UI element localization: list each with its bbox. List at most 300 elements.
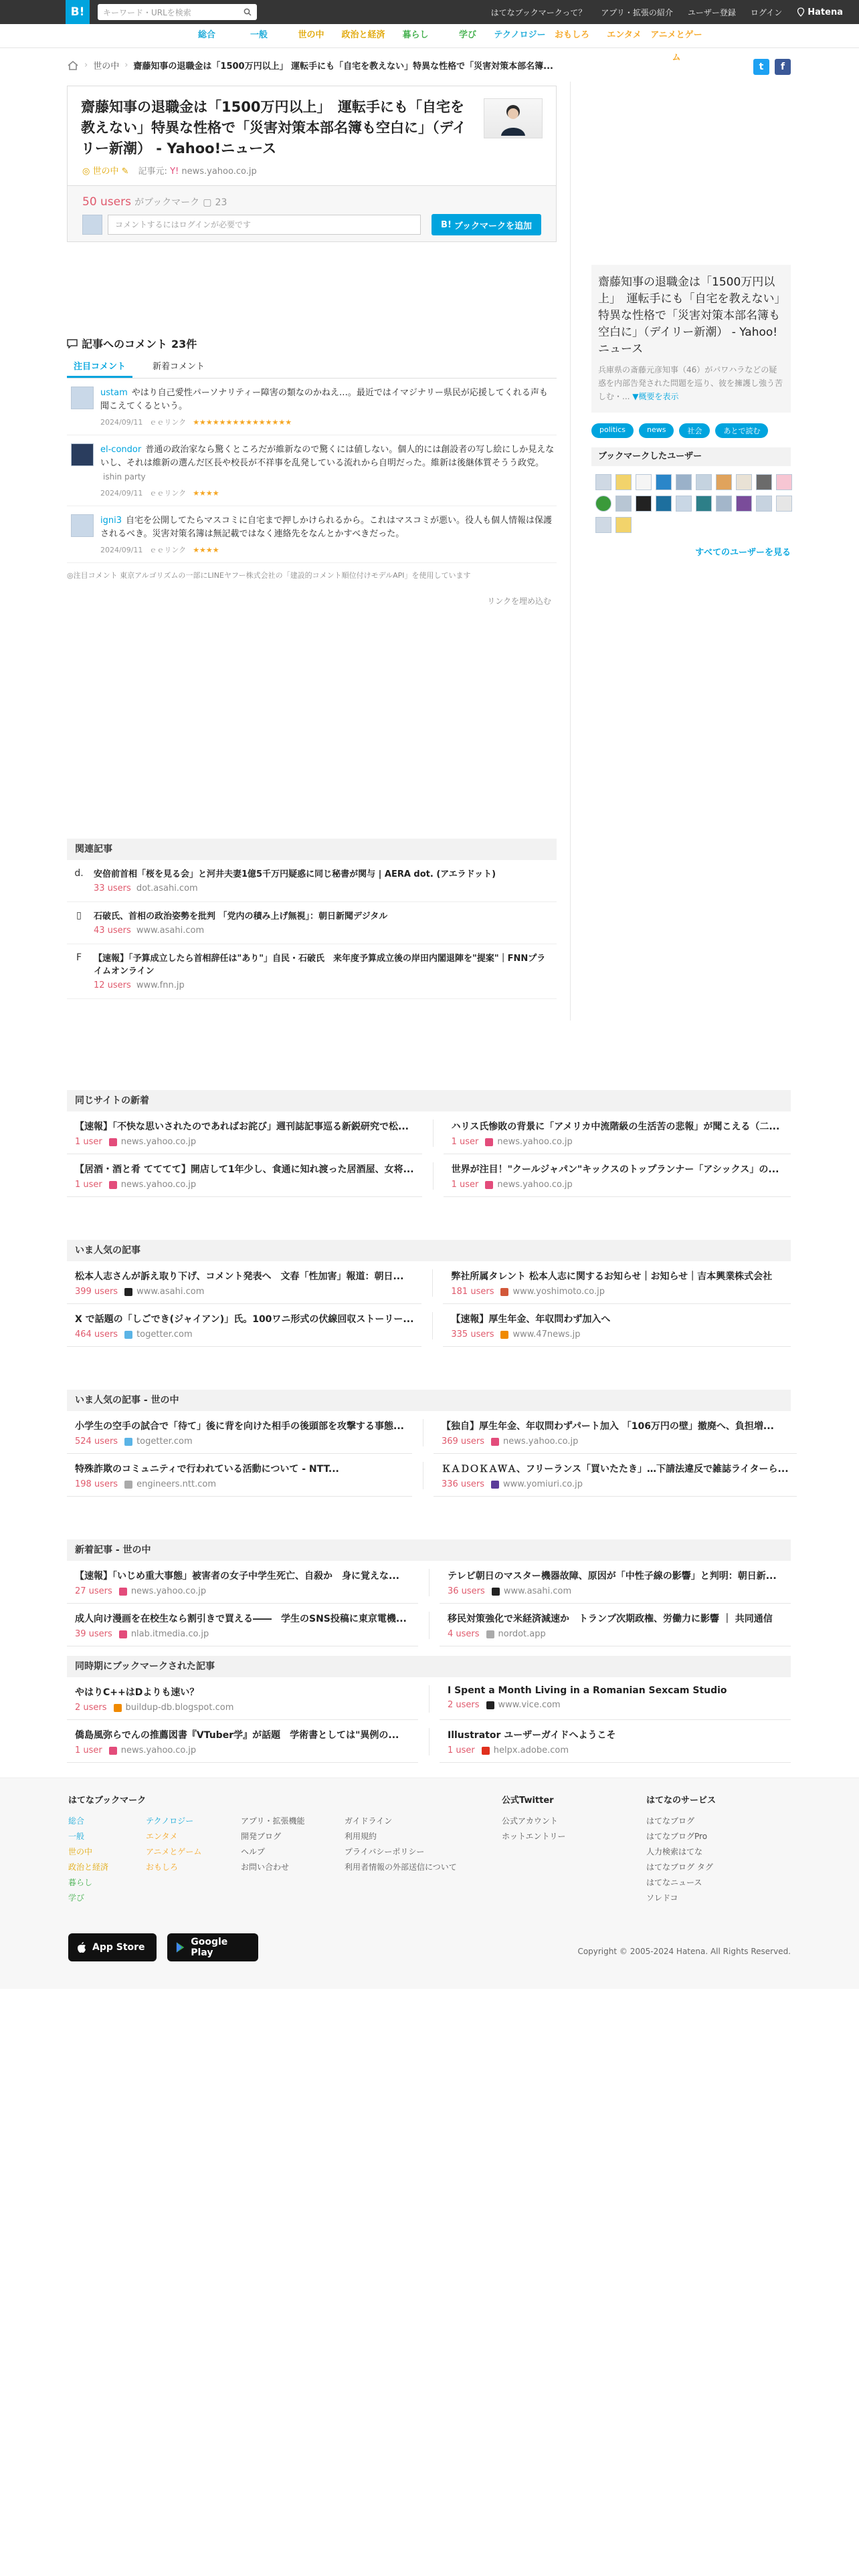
article-title[interactable]: X で話題の「しごでき(ジャイアン)」氏。100ワニ形式の伏線回収ストーリー... [75,1314,414,1325]
person-photo-icon [500,101,527,136]
article-card[interactable] [440,1677,791,1720]
article-meta [451,1329,783,1339]
comments-section [67,336,557,607]
article-domain[interactable]: nlab.itmedia.co.jp [130,1629,209,1639]
section-grid [67,1411,791,1497]
comment-date[interactable]: 2024/09/11 [100,418,143,427]
comment-text-line [100,514,555,541]
related-item[interactable] [67,944,557,999]
site-favicon-icon: ▯ [76,910,82,921]
comment-link[interactable]: ｅｅリンク [149,546,187,554]
article-meta [75,1479,404,1489]
entry-title[interactable]: 齋藤知事の退職金は「1500万円以上」 運転手にも「自宅を教えない」特異な性格で「災害対策本部名簿も空白に」（デイリー新潮） - Yahoo!ニュース [81,99,467,156]
comment-body [100,514,555,557]
related-meta [94,926,387,936]
add-bookmark-button[interactable]: B! ブックマークを追加 [432,214,541,235]
edit-icon: ✎ [121,167,129,177]
services-heading: はてなのサービス [646,1796,717,1806]
comment-tabs [67,355,557,379]
comment-meta [100,544,555,557]
apps-link[interactable]: アプリ・拡張の紹介 [601,7,673,17]
comment-text: 自宅を公開してたらマスコミに自宅まで押しかけられるから。これはマスコミが悪い。役人も個人情報は保護されるべき。災害対策名簿は無記載ではなく連絡先をなんとかすべきだった。 [100,516,553,539]
article-title[interactable]: ＫＡＤＯＫＡＷＡ、フリーランス「買いたたき」…下請法違反で雑誌ライターら... [441,1464,789,1475]
article-domain[interactable]: news.yahoo.co.jp [497,1180,573,1190]
article-card[interactable] [67,1561,418,1604]
section-grid [67,1677,791,1763]
article-title[interactable]: I Spent a Month Living in a Romanian Sexcam Studio [448,1685,727,1696]
related-heading: 関連記事 [67,839,557,860]
nav-item[interactable]: 暮らし [402,30,429,40]
article-card[interactable] [67,1261,421,1304]
column-separator [429,1728,430,1755]
column-separator [429,1569,430,1596]
related-users[interactable]: 12 users [94,980,131,990]
site-favicon-icon [124,1331,132,1339]
tag-list [591,423,791,438]
footer-link[interactable]: 政治と経済 [68,1862,109,1872]
hatena-brand[interactable] [797,7,843,17]
site-favicon-icon [482,1747,490,1755]
article-users[interactable]: 1 user [451,1180,479,1190]
footer [0,1778,859,1989]
site-favicon-icon [491,1481,499,1489]
bookmarked-users-heading: ブックマークしたユーザー [591,447,791,466]
section-grid [67,1111,791,1197]
article-card[interactable] [67,1677,418,1720]
site-favicon-icon [486,1701,494,1709]
footer-link[interactable]: 一般 [68,1832,85,1841]
article-users[interactable]: 2 users [448,1700,480,1710]
article-card[interactable] [444,1111,791,1154]
article-meta [452,1137,783,1147]
article-card[interactable] [443,1304,791,1347]
footer-link[interactable]: 利用者情報の外部送信について [345,1862,457,1872]
comment-text-line [100,387,555,413]
tab-featured[interactable]: 注目コメント [67,355,132,378]
breadcrumb-separator: › [84,60,88,70]
footer-link[interactable]: お問い合わせ [241,1862,290,1872]
bookmarked-user-avatar[interactable] [636,496,652,512]
article-card[interactable] [67,1111,422,1154]
article-title[interactable]: Illustrator ユーザーガイドへようこそ [448,1730,616,1741]
related-articles [67,839,557,999]
login-link[interactable]: ログイン [750,7,783,17]
footer-link[interactable]: ホットエントリー [502,1832,566,1841]
related-item[interactable] [67,860,557,902]
facebook-share-icon[interactable]: f [775,59,791,75]
signup-link[interactable]: ユーザー登録 [687,7,736,17]
article-domain[interactable]: www.asahi.com [136,1287,205,1297]
article-card[interactable] [443,1261,791,1304]
my-avatar [82,215,102,235]
column-separator [429,1612,430,1639]
comment-icon: ▢ [203,197,212,208]
bookmarked-user-avatar[interactable] [736,474,752,490]
related-users[interactable]: 33 users [94,883,131,893]
article-title[interactable]: 小学生の空手の試合で「待て」後に背を向けた相手の後頭部を攻撃する事態... [75,1421,404,1432]
footer-link[interactable]: 公式アカウント [502,1816,558,1826]
add-bookmark-label: ブックマークを追加 [454,221,532,231]
article-users[interactable]: 524 users [75,1436,118,1446]
bookmarked-user-avatar[interactable] [716,496,732,512]
footer-link[interactable]: ソレドコ [646,1893,678,1903]
bookmarked-user-avatar[interactable] [615,474,632,490]
article-title[interactable]: ハリス氏惨敗の背景に「アメリカ中流階級の生活苦の悲報」が聞こえる（二... [451,1121,780,1132]
article-users[interactable]: 1 user [451,1137,479,1147]
article-domain[interactable]: engineers.ntt.com [136,1479,216,1489]
nav-item[interactable]: 世の中 [298,30,324,40]
footer-link[interactable]: はてなブログ タグ [646,1862,713,1872]
footer-link[interactable]: 総合 [68,1816,85,1826]
footer-link[interactable]: 世の中 [68,1847,93,1856]
comment-meta [100,487,555,500]
speech-bubble-icon [67,339,78,348]
entry-card [67,86,557,242]
comments-count: 23件 [171,338,197,350]
article-domain[interactable]: www.asahi.com [503,1586,572,1596]
nav-item[interactable]: 学び [458,30,476,40]
tag-pill[interactable]: news [639,423,674,438]
article-domain[interactable]: www.yoshimoto.co.jp [512,1287,605,1297]
article-title[interactable]: 【速報】「いじめ重大事態」被害者の女子中学生死亡、自殺か 身に覚えな... [75,1571,399,1582]
footer-heading: はてなブックマーク [68,1796,147,1806]
article-section [67,1656,791,1763]
footer-link[interactable]: ヘルプ [241,1847,266,1856]
article-title[interactable]: 【速報】厚生年金、年収問わず加入へ [451,1314,611,1325]
yahoo-favicon: Y! [170,167,179,177]
article-users[interactable]: 369 users [441,1436,485,1446]
bookmarked-user-avatar[interactable] [615,517,632,533]
summary-text [598,363,784,403]
article-card[interactable] [434,1454,797,1497]
article-card[interactable] [67,1720,418,1763]
footer-link[interactable]: 学び [68,1893,85,1903]
comment-date[interactable]: 2024/09/11 [100,489,143,498]
entry-meta [82,164,257,177]
related-item[interactable] [67,902,557,944]
article-domain[interactable]: www.yomiuri.co.jp [503,1479,583,1489]
copyright: Copyright © 2005-2024 Hatena. All Rights Reserved. [577,1947,791,1956]
column-separator [433,1119,434,1147]
search-placeholder: キーワード・URLを検索 [103,7,191,17]
article-card[interactable] [67,1304,421,1347]
entry-source-label: 記事元: [138,167,167,177]
article-domain[interactable]: helpx.adobe.com [493,1745,569,1755]
category-nav [0,24,859,63]
footer-link[interactable]: 人力検索はてな [646,1847,703,1856]
nav-item[interactable]: アニメとゲーム [650,30,702,63]
section-grid [67,1261,791,1347]
article-domain[interactable]: www.vice.com [498,1700,561,1710]
show-summary-label: 概要を表示 [638,392,679,401]
article-meta [75,1180,414,1190]
hatena-brand-label: Hatena [807,7,843,17]
summary-title[interactable]: 齋藤知事の退職金は「1500万円以上」 運転手にも「自宅を教えない」特異な性格で「災害対策本部名簿も空白に」（デイリー新潮） - Yahoo!ニュース [598,276,780,356]
bookmarked-user-avatar[interactable] [696,496,712,512]
footer-link[interactable]: アプリ・拡張機能 [241,1816,305,1826]
bookmarked-user-avatar[interactable] [776,496,792,512]
article-users[interactable]: 39 users [75,1629,112,1639]
article-meta [448,1745,783,1755]
hatena-bookmark-logo[interactable]: B! [66,0,90,24]
apple-icon [76,1941,87,1953]
article-card[interactable] [444,1154,791,1197]
nav-item[interactable]: おもしろ [554,30,589,40]
footer-link[interactable]: エンタメ [146,1832,178,1841]
comment-meta [100,416,555,429]
summary-body: 兵庫県の斎藤元彦知事（46）がパワハラなどの疑惑を内部告発された問題を巡り、彼を擁護し強う苦しむ・... [598,365,783,401]
article-meta [75,1137,414,1147]
site-favicon-icon [109,1138,117,1146]
see-all-users-link[interactable]: すべてのユーザーを見る [695,548,791,558]
site-favicon-icon: d. [74,868,84,879]
column-separator [432,1269,433,1297]
article-title[interactable]: 【独自】厚生年金、年収問わずパート加入 「106万円の壁」撤廃へ、負担増... [441,1421,774,1432]
breadcrumb-separator: › [124,60,128,70]
article-title[interactable]: やはりC++はDよりも速い？ [75,1687,199,1698]
section-heading: いま人気の記事 [67,1240,791,1261]
google-play-label: Google Play [191,1937,228,1958]
comment-tag[interactable]: ishin party [103,472,146,481]
article-users[interactable]: 336 users [441,1479,485,1489]
article-card[interactable] [434,1411,797,1454]
related-item-content [94,952,551,990]
tab-newest[interactable]: 新着コメント [153,362,205,372]
related-users[interactable]: 43 users [94,926,131,936]
article-users[interactable]: 181 users [451,1287,494,1297]
entry-thumbnail[interactable] [484,98,543,138]
section-heading: 同じサイトの新着 [67,1090,791,1111]
bookmarked-user-avatar[interactable] [676,474,692,490]
article-domain[interactable]: news.yahoo.co.jp [120,1137,197,1147]
article-domain[interactable]: news.yahoo.co.jp [497,1137,573,1147]
article-title[interactable]: 松本人志さんが訴え取り下げ、コメント発表へ 文春「性加害」報道：朝日... [75,1271,404,1282]
article-card[interactable] [440,1604,791,1646]
footer-twitter [502,1793,566,1844]
search-input[interactable] [98,4,257,20]
bookmarked-user-avatar[interactable] [756,496,772,512]
comment-input[interactable]: コメントするにはログインが必要です [108,215,421,235]
site-favicon-icon [109,1747,117,1755]
footer-link[interactable]: プライバシーポリシー [345,1847,425,1856]
home-icon[interactable] [67,60,79,71]
footer-link[interactable]: はてなブログPro [646,1832,708,1841]
article-users[interactable]: 1 user [75,1180,102,1190]
star-rating[interactable]: ★★★★★★★★★★★★★★★ [193,418,292,427]
article-title[interactable]: 特殊詐欺のコミュニティで行われている活動について - NTT... [75,1464,339,1475]
footer-link[interactable]: 利用規約 [345,1832,377,1841]
tag-pill[interactable]: あとで読む [715,423,768,438]
user-avatar[interactable] [71,387,94,409]
article-users[interactable]: 27 users [75,1586,112,1596]
nav-item[interactable]: テクノロジー [494,30,546,40]
nav-item[interactable]: 総合 [197,30,215,40]
bookmark-count [82,195,541,209]
entry-summary [591,265,791,413]
user-avatar[interactable] [71,443,94,466]
show-summary-link[interactable]: ▼概要を表示 [632,392,679,401]
bookmarked-user-avatar[interactable] [636,474,652,490]
site-favicon-icon [124,1438,132,1446]
article-users[interactable]: 399 users [75,1287,118,1297]
site-favicon-icon [485,1138,493,1146]
related-title[interactable]: 安倍前首相「桜を見る会」と河井夫妻1億5千万円疑惑に同じ秘書が関与 | AERA dot. (アエラドット) [94,869,496,879]
article-card[interactable] [67,1154,422,1197]
comment-username[interactable]: ustam [100,388,128,398]
article-domain[interactable]: buildup-db.blogspot.com [125,1703,234,1713]
article-title[interactable]: 弊社所属タレント 松本人志に関するお知らせ｜お知らせ｜吉本興業株式会社 [451,1271,773,1282]
search-icon[interactable] [244,8,252,16]
article-meta [448,1629,783,1639]
embed-link[interactable]: リンクを埋め込む [487,597,551,606]
column-separator [432,1312,433,1339]
footer-link[interactable]: ガイドライン [345,1816,393,1826]
article-meta [451,1287,783,1297]
footer-link[interactable]: はてなブログ [646,1816,695,1826]
article-title[interactable]: 僑島風弥らでんの推薦図書『VTuber学』が話題 学術書としては"異例の... [75,1730,399,1741]
article-meta [75,1586,410,1596]
article-users[interactable]: 1 user [448,1745,475,1755]
comment-link[interactable]: ｅｅリンク [149,418,187,427]
article-users[interactable]: 464 users [75,1329,118,1339]
article-card[interactable] [67,1604,418,1646]
related-domain[interactable]: dot.asahi.com [136,883,198,893]
article-card[interactable] [67,1454,412,1497]
tag-pill[interactable]: 社会 [679,423,710,438]
comment-text: やはり自己愛性パーソナリティー障害の類なのかねえ…。最近ではイマジナリー県民が応援してくれる声も聞こえてくるという。 [100,388,548,411]
bookmarked-user-avatar[interactable] [736,496,752,512]
footer-link[interactable]: おもしろ [146,1862,179,1872]
article-domain[interactable]: togetter.com [136,1436,193,1446]
article-title[interactable]: 世界が注目！"クールジャパン"キックスのトップランナー「アシックス」の... [451,1164,779,1175]
about-link[interactable]: はてなブックマークって？ [490,7,587,17]
bookmarked-user-avatar[interactable] [595,474,611,490]
article-section [67,1240,791,1347]
bookmarked-user-avatar[interactable] [716,474,732,490]
entry-source [138,164,257,177]
user-avatar[interactable] [71,514,94,537]
bookmarked-user-avatar[interactable] [595,496,611,512]
google-play-badge[interactable] [167,1933,258,1961]
nav-item[interactable]: 政治と経済 [341,30,385,40]
top-bar [0,0,859,24]
article-meta [75,1287,413,1297]
twitter-heading: 公式Twitter [502,1796,554,1806]
article-users[interactable]: 198 users [75,1479,118,1489]
footer-link[interactable]: 開発ブログ [241,1832,282,1841]
bookmark-suffix: がブックマーク [134,197,200,208]
tag-pill[interactable]: politics [591,423,634,438]
comment-username[interactable]: el-condor [100,445,142,455]
article-section [67,1090,791,1197]
footer-categories-2 [146,1814,201,1875]
article-users[interactable]: 1 user [75,1137,102,1147]
site-favicon-icon [124,1288,132,1296]
bookmarked-user-avatar[interactable] [595,517,611,533]
users-count[interactable]: 50 users [82,195,131,209]
article-title[interactable]: 成人向け漫画を在校生なら割引きで買える―― 学生のSNS投稿に東京電機... [75,1614,407,1624]
section-grid [67,1561,791,1646]
breadcrumb-category[interactable]: 世の中 [93,62,120,72]
google-play-icon [175,1941,185,1953]
article-domain[interactable]: togetter.com [136,1329,193,1339]
footer-link[interactable]: 暮らし [68,1878,93,1887]
related-item-content [94,868,496,893]
bookmarked-user-avatar[interactable] [656,474,672,490]
article-meta [75,1703,410,1713]
article-users[interactable]: 4 users [448,1629,480,1639]
bookmarked-user-avatar[interactable] [756,474,772,490]
article-title[interactable]: 移民対策強化で米経済減速か トランプ次期政権、労働力に影響 ｜ 共同通信 [448,1614,773,1624]
comment-username[interactable]: igni3 [100,516,122,526]
site-favicon-icon [500,1288,508,1296]
bookmarked-user-avatar[interactable] [696,474,712,490]
comments-heading-label: 記事へのコメント [82,338,168,350]
bookmarked-user-avatar[interactable] [656,496,672,512]
article-users[interactable]: 36 users [448,1586,485,1596]
footer-link[interactable]: はてなニュース [646,1878,702,1887]
section-heading: 同時期にブックマークされた記事 [67,1656,791,1677]
section-heading: いま人気の記事 - 世の中 [67,1390,791,1411]
comment-date[interactable]: 2024/09/11 [100,546,143,554]
bookmarked-user-avatar[interactable] [676,496,692,512]
bookmarked-user-avatar[interactable] [615,496,632,512]
article-section [67,1539,791,1646]
article-domain[interactable]: news.yahoo.co.jp [503,1436,579,1446]
article-domain[interactable]: www.47news.jp [512,1329,581,1339]
footer-link[interactable]: アニメとゲーム [146,1847,202,1856]
article-card[interactable] [440,1561,791,1604]
article-card[interactable] [440,1720,791,1763]
article-title[interactable]: テレビ朝日のマスター機器故障、原因が「中性子線の影響」と判明：朝日新... [448,1571,777,1582]
breadcrumb-current: 齋藤知事の退職金は「1500万円以上」 運転手にも「自宅を教えない」特異な性格で「災害対策本部名簿... [133,62,553,72]
related-title[interactable]: 石破氏、首相の政治姿勢を批判 「党内の積み上げ無視」：朝日新聞デジタル [94,911,388,922]
related-meta [94,883,496,893]
breadcrumb [67,59,789,72]
article-users[interactable]: 1 user [75,1745,102,1755]
star-rating[interactable]: ★★★★ [193,489,219,498]
related-domain[interactable]: www.fnn.jp [136,980,185,990]
article-domain[interactable]: news.yahoo.co.jp [120,1745,197,1755]
article-meta [448,1700,783,1710]
twitter-share-icon[interactable]: t [753,59,769,75]
star-rating[interactable]: ★★★★ [193,546,219,554]
footer-categories [68,1793,146,1906]
footer-services [646,1793,716,1906]
entry-category[interactable]: ◎ 世の中 ✎ [82,167,129,177]
app-store-badge[interactable] [68,1933,157,1961]
article-title[interactable]: 【速報】「不快な思いされたのであればお詫び」週刊誌記事巡る新鋭研究で松... [75,1121,409,1132]
nav-item[interactable]: エンタメ [607,30,642,40]
footer-link[interactable]: テクノロジー [146,1816,194,1826]
article-domain[interactable]: nordot.app [498,1629,546,1639]
entry-domain[interactable]: news.yahoo.co.jp [181,167,257,177]
article-meta [75,1629,410,1639]
nav-item[interactable]: 一般 [250,30,268,40]
related-title[interactable]: 【速報】「予算成立したら首相辞任は"あり"」自民・石破氏 来年度予算成立後の岸田内閣退陣を"提案"｜FNNプライムオンライン [94,954,546,976]
bookmarked-user-avatar[interactable] [776,474,792,490]
article-domain[interactable]: news.yahoo.co.jp [130,1586,207,1596]
article-users[interactable]: 2 users [75,1703,107,1713]
related-domain[interactable]: www.asahi.com [136,926,205,936]
comments-heading [67,336,557,351]
article-title[interactable]: 【居酒・酒と肴 てててて】開店して1年少し、食通に知れ渡った居酒屋、女将... [75,1164,414,1175]
article-card[interactable] [67,1411,412,1454]
article-users[interactable]: 335 users [451,1329,494,1339]
comment-link[interactable]: ｅｅリンク [149,489,187,498]
location-pin-icon [797,7,805,17]
article-domain[interactable]: news.yahoo.co.jp [120,1180,197,1190]
